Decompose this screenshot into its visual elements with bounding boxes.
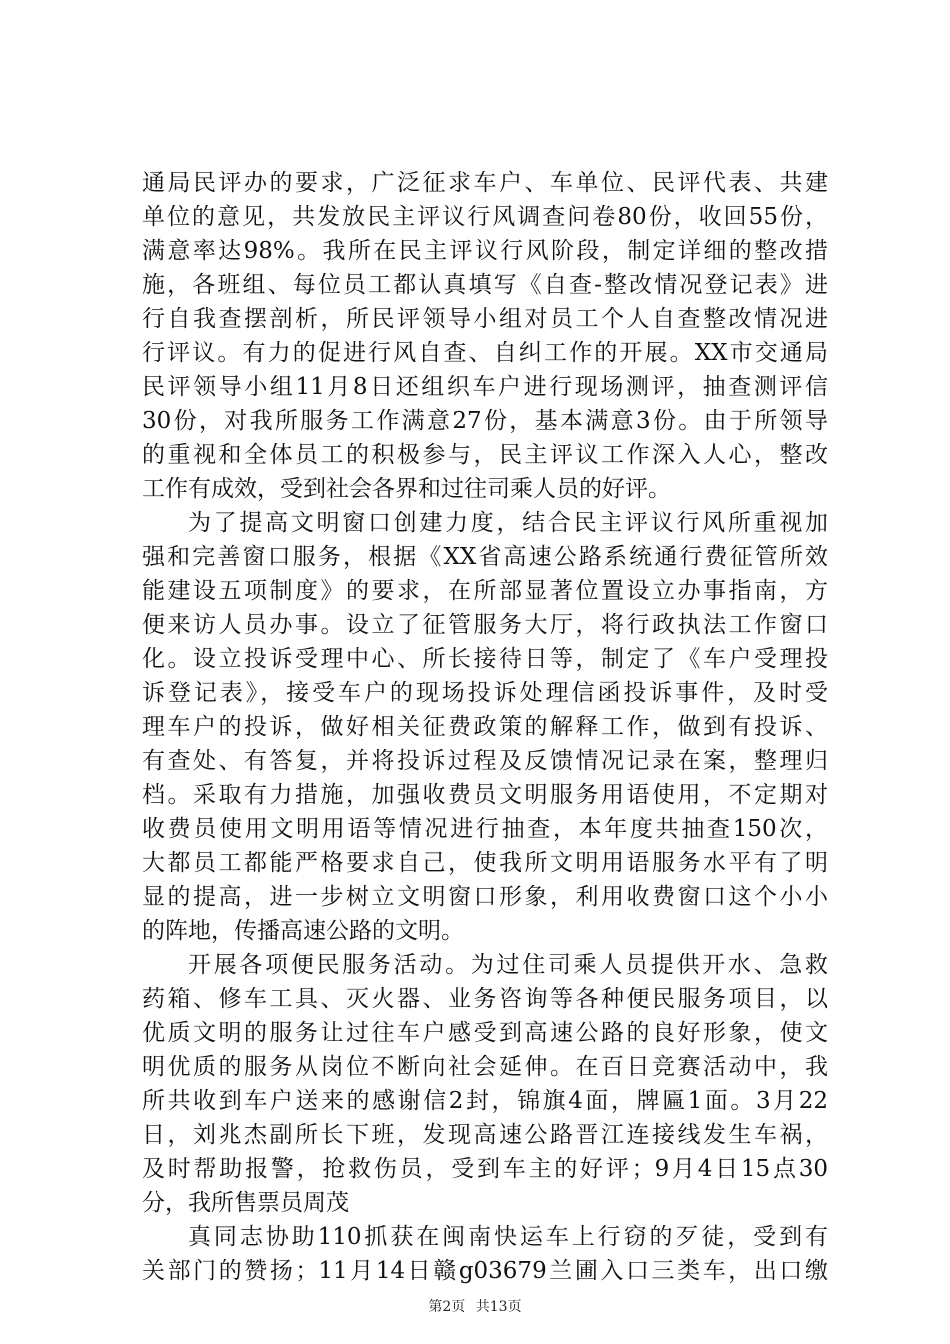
text-line: 分，我所售票员周茂 [142, 1190, 349, 1216]
text-line: 大都员工都能严格要求自己，使我所文明用语服务水平有了明 [142, 850, 828, 876]
text-line: 日，刘兆杰副所长下班，发现高速公路晋江连接线发生车祸， [142, 1122, 828, 1148]
text-line: 明优质的服务从岗位不断向社会延伸。在百日竞赛活动中，我 [142, 1054, 828, 1080]
paragraph-start-line: 为了提高文明窗口创建力度，结合民主评议行风所重视加 [188, 510, 828, 536]
text-line: 化。设立投诉受理中心、所长接待日等，制定了《车户受理投 [142, 646, 828, 672]
text-line: 的重视和全体员工的积极参与，民主评议工作深入人心，整改 [142, 442, 828, 468]
text-line: 有查处、有答复，并将投诉过程及反馈情况记录在案，整理归 [142, 748, 828, 774]
text-line: 关部门的赞扬；11月14日赣g03679兰圃入口三类车，出口缴 [142, 1258, 828, 1284]
text-line: 档。采取有力措施，加强收费员文明服务用语使用，不定期对 [142, 782, 828, 808]
text-line: 能建设五项制度》的要求，在所部显著位置设立办事指南，方 [142, 578, 828, 604]
text-line: 收费员使用文明用语等情况进行抽查，本年度共抽查150次， [142, 816, 828, 842]
text-line: 民评领导小组11月8日还组织车户进行现场测评，抽查测评信 [142, 374, 828, 400]
text-line: 的阵地，传播高速公路的文明。 [142, 918, 464, 944]
text-line: 强和完善窗口服务，根据《XX省高速公路系统通行费征管所效 [142, 544, 828, 570]
text-line: 行评议。有力的促进行风自查、自纠工作的开展。XX市交通局 [142, 340, 828, 366]
text-line: 行自我查摆剖析，所民评领导小组对员工个人自查整改情况进 [142, 306, 828, 332]
text-line: 所共收到车户送来的感谢信2封，锦旗4面，牌匾1面。3月22 [142, 1088, 828, 1114]
page-number: 第2页 [428, 1299, 466, 1315]
text-line: 优质文明的服务让过往车户感受到高速公路的良好形象，使文 [142, 1020, 828, 1046]
text-line: 药箱、修车工具、灭火器、业务咨询等各种便民服务项目，以 [142, 986, 828, 1012]
text-line: 30份，对我所服务工作满意27份，基本满意3份。由于所领导 [142, 408, 828, 434]
text-line: 显的提高，进一步树立文明窗口形象，利用收费窗口这个小小 [142, 884, 828, 910]
paragraph-start-line: 真同志协助110抓获在闽南快运车上行窃的歹徒，受到有 [188, 1224, 828, 1250]
text-line: 便来访人员办事。设立了征管服务大厅，将行政执法工作窗口 [142, 612, 828, 638]
text-line: 施，各班组、每位员工都认真填写《自查-整改情况登记表》进 [142, 272, 828, 298]
text-line: 工作有成效，受到社会各界和过往司乘人员的好评。 [142, 476, 671, 502]
text-line: 通局民评办的要求，广泛征求车户、车单位、民评代表、共建 [142, 170, 828, 196]
text-line: 及时帮助报警，抢救伤员，受到车主的好评；9月4日15点30 [142, 1156, 828, 1182]
text-line: 满意率达98%。我所在民主评议行风阶段，制定详细的整改措 [142, 238, 828, 264]
text-line: 诉登记表》，接受车户的现场投诉处理信函投诉事件，及时受 [142, 680, 828, 706]
text-line: 理车户的投诉，做好相关征费政策的解释工作，做到有投诉、 [142, 714, 828, 740]
page-footer [0, 1297, 950, 1317]
document-body [142, 166, 828, 1288]
page-total: 共13页 [475, 1299, 522, 1315]
paragraph-start-line: 开展各项便民服务活动。为过住司乘人员提供开水、急救 [188, 952, 828, 978]
text-line: 单位的意见，共发放民主评议行风调查问卷80份，收回55份， [142, 204, 828, 230]
